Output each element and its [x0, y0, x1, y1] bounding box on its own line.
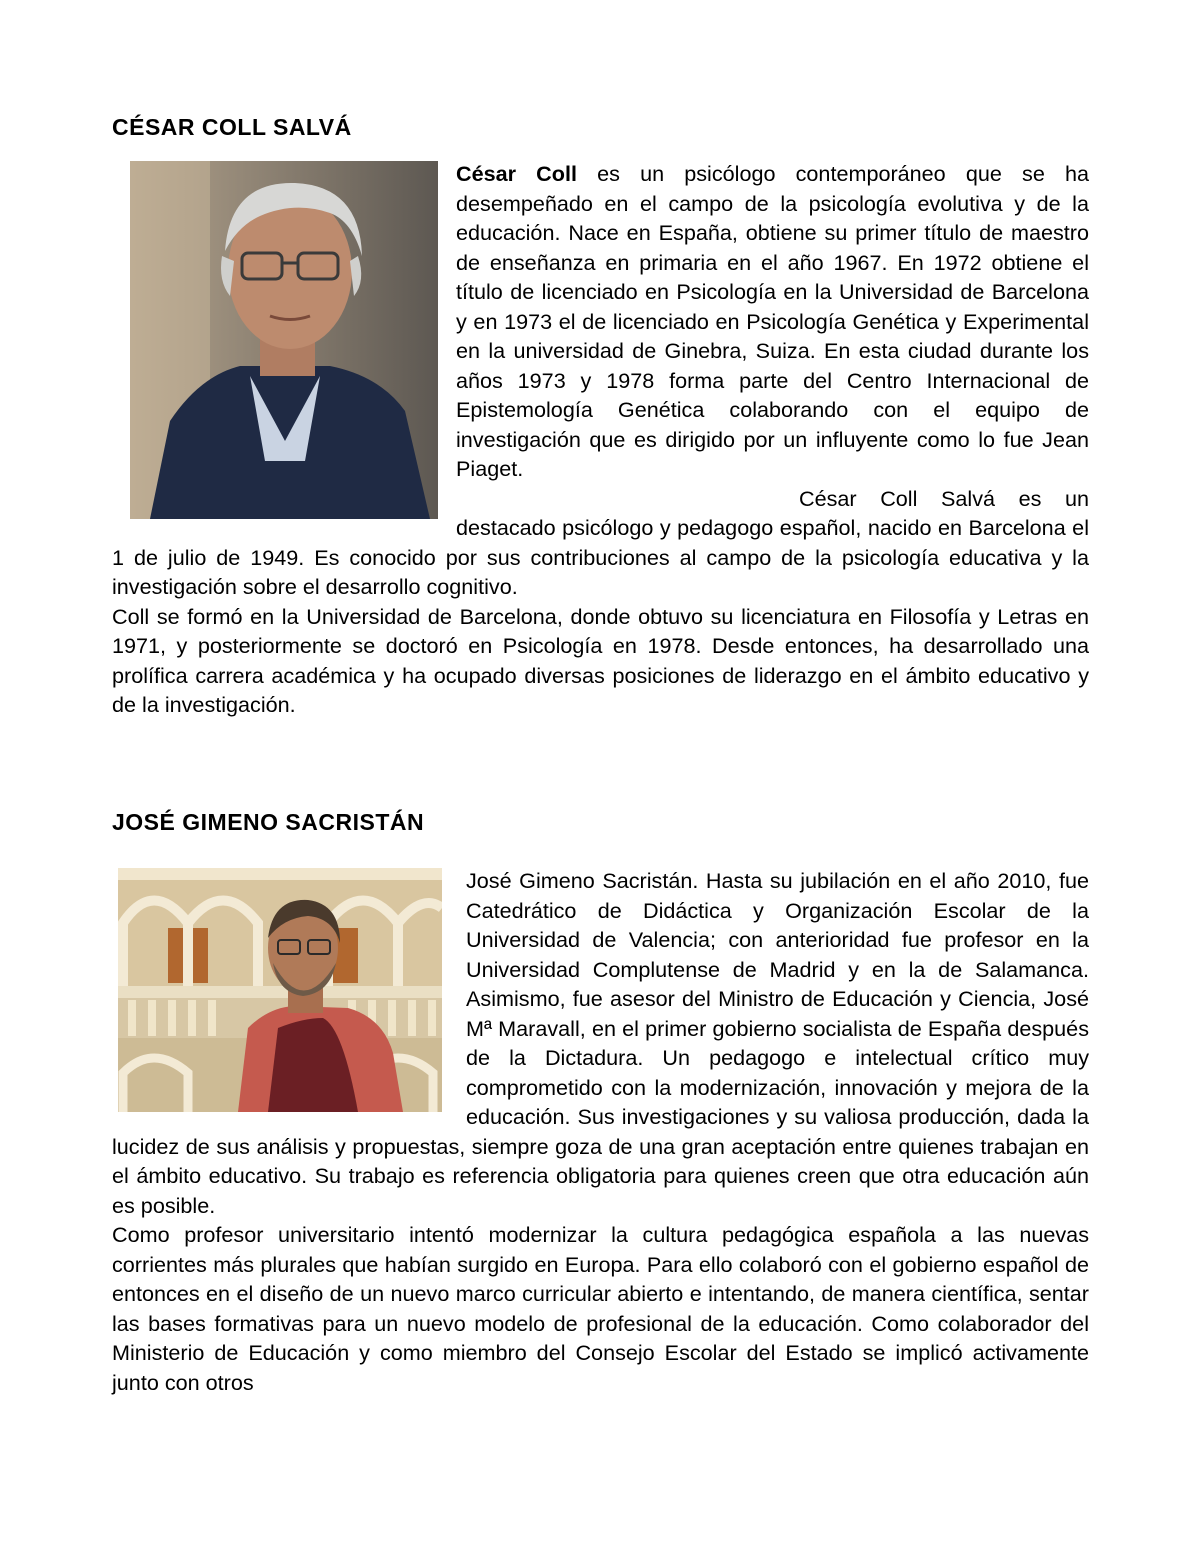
name-bold-cesar-coll: César Coll [456, 161, 577, 186]
paragraph-jose-gimeno-bio: José Gimeno Sacristán. Hasta su jubilación en el año 2010, fue Catedrático de Didáctica y Organización Escolar de la Universidad de Valencia; con anterioridad fue profesor en la Universidad Complutense de Madrid y en la de Salamanca. Asimismo, fue asesor del Ministro de Educación y Ciencia, José Mª Maravall, en el primer gobierno socialista de España después de la Dictadura. Un pedagogo e intelectual crítico muy comprometido con la modernización, innovación y mejora de la educación. Sus investigaciones y su valiosa producción, dada la lucidez de sus análisis y propuestas, siempre goza de una gran aceptación entre quienes trabajan en el ámbito educativo. Su trabajo es referencia obligatoria para quienes creen que otra educación aún es posible. [112, 868, 1089, 1218]
portrait-photo-jose-gimeno [118, 868, 442, 1112]
paragraph-cesar-coll-bio: César Coll Salvá es un destacado psicólogo y pedagogo español, nacido en Barcelona el 1 de julio de 1949. Es conocido por sus contribuciones al campo de la psicología educativa y la investigación sobre el desarrollo cognitivo. [112, 485, 1089, 599]
section-jose-gimeno [112, 866, 1089, 1397]
paragraph-jose-gimeno-career: Como profesor universitario intentó modernizar la cultura pedagógica española a las nuevas corrientes más plurales que habían surgido en Europa. Para ello colaboró con el gobierno español de entonces en el diseño de un nuevo marco curricular abierto e intentando, de manera científica, sentar las bases formativas para un nuevo modelo de profesional de la educación. Como colaborador del Ministerio de Educación y como miembro del Consejo Escolar del Estado se implicó activamente junto con otros [112, 1222, 1089, 1395]
intro-text-cesar-coll: es un psicólogo contemporáneo que se ha desempeñado en el campo de la psicología evolutiva y de la educación. Nace en España, obtiene su primer título de maestro de enseñanza en primaria en el año 1967. En 1972 obtiene el título de licenciado en Psicología en la Universidad de Barcelona y en 1973 el de licenciado en Psicología Genética y Experimental en la universidad de Ginebra, Suiza. En esta ciudad durante los años 1973 y 1978 forma parte del Centro Internacional de Epistemología Genética colaborando con el equipo de investigación que es dirigido por un influyente como lo fue Jean Piaget. [456, 161, 1089, 481]
section-title-jose-gimeno: JOSÉ GIMENO SACRISTÁN [112, 809, 425, 835]
section-title-cesar-coll: CÉSAR COLL SALVÁ [112, 114, 352, 140]
paragraph-cesar-coll-career: Coll se formó en la Universidad de Barcelona, donde obtuvo su licenciatura en Filosofía y Letras en 1971, y posteriormente se doctoró en Psicología en 1978. Desde entonces, ha desarrollado una prolífica carrera académica y ha ocupado diversas posiciones de liderazgo en el ámbito educativo y de la investigación. [112, 603, 1089, 717]
portrait-photo-cesar-coll [130, 161, 438, 519]
section-cesar-coll [112, 159, 1089, 720]
